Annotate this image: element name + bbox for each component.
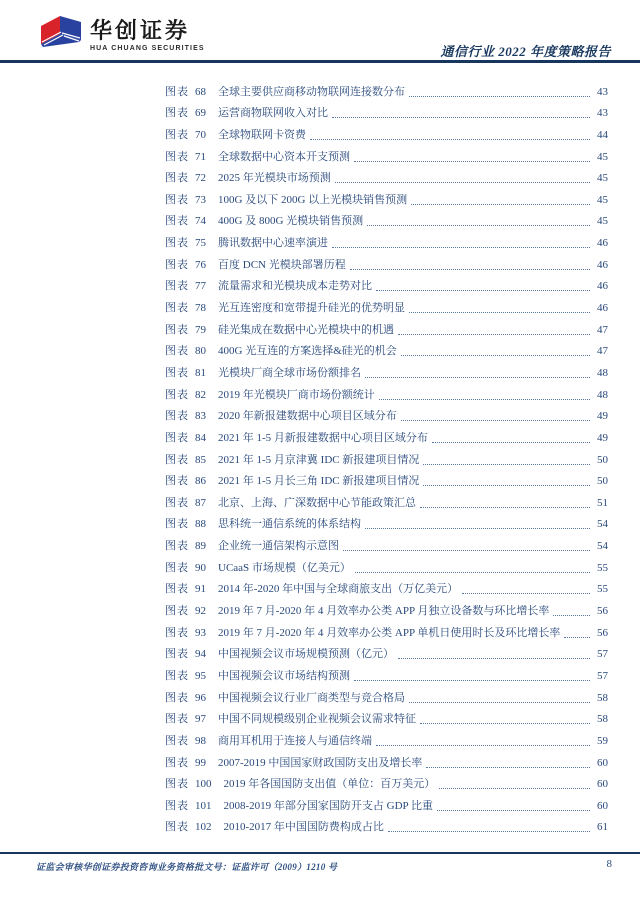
figure-page-number: 46 [597,302,608,315]
figure-label-prefix: 图表 [165,518,189,531]
figure-label-prefix: 图表 [165,496,189,509]
figure-page-number: 48 [597,388,608,401]
dot-leader [420,507,590,508]
figure-page-number: 54 [597,518,608,531]
toc-entry[interactable] [165,513,608,535]
toc-entry[interactable] [165,686,608,708]
figure-label-prefix: 图表 [165,85,189,98]
dot-leader [553,615,590,616]
figure-title: 2020 年新报建数据中心项目区域分布 [218,410,397,423]
figure-number: 96 [195,691,206,704]
figure-title: 400G 及 800G 光模块销售预测 [218,215,364,228]
toc-entry[interactable] [165,426,608,448]
toc-entry[interactable] [165,664,608,686]
figure-number: 81 [195,366,206,379]
figure-label-prefix: 图表 [165,323,189,336]
toc-entry[interactable] [165,470,608,492]
dot-leader [420,723,590,724]
figure-label-prefix: 图表 [165,215,189,228]
dot-leader [310,139,590,140]
figure-number: 90 [195,561,206,574]
dot-leader [398,334,590,335]
figure-page-number: 44 [597,128,608,141]
dot-leader [332,117,590,118]
toc-entry[interactable] [165,773,608,795]
dot-leader [411,204,590,205]
figure-page-number: 55 [597,583,608,596]
figure-page-number: 45 [597,193,608,206]
figure-label-prefix: 图表 [165,107,189,120]
dot-leader [423,464,590,465]
figure-number: 82 [195,388,206,401]
figure-label-prefix: 图表 [165,431,189,444]
figure-page-number: 48 [597,366,608,379]
dot-leader [367,225,590,226]
dot-leader [564,637,590,638]
figure-page-number: 46 [597,237,608,250]
figure-label-prefix: 图表 [165,475,189,488]
figure-title: 商用耳机用于连接人与通信终端 [218,734,372,747]
figure-title: 全球数据中心资本开支预测 [218,150,350,163]
figure-number: 68 [195,85,206,98]
figure-number: 73 [195,193,206,206]
figure-number: 95 [195,669,206,682]
figure-page-number: 56 [597,605,608,618]
figure-number: 98 [195,734,206,747]
figure-title: 百度 DCN 光模块部署历程 [218,258,346,271]
toc-entry[interactable] [165,188,608,210]
figure-number: 89 [195,540,206,553]
figure-number: 88 [195,518,206,531]
figure-title: 2010-2017 年中国国防费构成占比 [223,821,384,834]
figure-label-prefix: 图表 [165,605,189,618]
figure-label-prefix: 图表 [165,778,189,791]
figure-number: 97 [195,713,206,726]
footer-license-text: 证监会审核华创证券投资咨询业务资格批文号：证监许可（2009）1210 号 [36,862,338,872]
figure-label-prefix: 图表 [165,302,189,315]
figure-page-number: 50 [597,453,608,466]
figure-title: 2019 年 7 月-2020 年 4 月效率办公类 APP 单机日使用时长及环比增长率 [218,626,561,639]
figure-number: 100 [195,778,212,791]
figure-title: 2014 年-2020 年中国与全球商旅支出（万亿美元） [218,583,459,596]
figure-number: 76 [195,258,206,271]
figure-number: 69 [195,107,206,120]
figure-label-prefix: 图表 [165,669,189,682]
figure-page-number: 45 [597,215,608,228]
figure-page-number: 60 [597,756,608,769]
figure-title: 2019 年 7 月-2020 年 4 月效率办公类 APP 月独立设备数与环比增长率 [218,605,550,618]
dot-leader [401,355,590,356]
figure-title: 100G 及以下 200G 以上光模块销售预测 [218,193,408,206]
figure-number: 94 [195,648,206,661]
figure-number: 86 [195,475,206,488]
toc-entry[interactable] [165,816,608,838]
dot-leader [401,420,590,421]
figure-page-number: 47 [597,323,608,336]
figure-page-number: 55 [597,561,608,574]
figure-page-number: 49 [597,410,608,423]
dot-leader [376,745,590,746]
figure-title: 2008-2019 年部分国家国防开支占 GDP 比重 [223,799,434,812]
toc-entry[interactable] [165,275,608,297]
toc-entry[interactable] [165,708,608,730]
toc-entry[interactable] [165,729,608,751]
dot-leader [462,593,590,594]
dot-leader [439,788,590,789]
figure-page-number: 58 [597,713,608,726]
figure-title: 全球物联网卡资费 [218,128,306,141]
figure-title: 光互连密度和宽带提升硅光的优势明显 [218,302,405,315]
figure-page-number: 60 [597,799,608,812]
toc-entry[interactable] [165,643,608,665]
toc-entry[interactable] [165,102,608,124]
toc-entry[interactable] [165,123,608,145]
figure-page-number: 57 [597,669,608,682]
figure-number: 77 [195,280,206,293]
brand-name-en: HUA CHUANG SECURITIES [90,45,205,52]
figure-label-prefix: 图表 [165,410,189,423]
dot-leader [332,247,590,248]
figure-title: 运营商物联网收入对比 [218,107,328,120]
dot-leader [423,485,590,486]
toc-entry[interactable] [165,405,608,427]
dot-leader [343,550,590,551]
figure-label-prefix: 图表 [165,345,189,358]
figure-title: 北京、上海、广深数据中心节能政策汇总 [218,496,416,509]
figure-label-prefix: 图表 [165,540,189,553]
dot-leader [432,442,590,443]
figure-title: 腾讯数据中心速率演进 [218,237,328,250]
figure-label-prefix: 图表 [165,713,189,726]
figure-label-prefix: 图表 [165,237,189,250]
dot-leader [350,269,590,270]
dot-leader [365,528,590,529]
dot-leader [335,182,590,183]
figure-number: 84 [195,431,206,444]
figure-title: 中国视频会议行业厂商类型与竞合格局 [218,691,405,704]
figure-label-prefix: 图表 [165,193,189,206]
figure-number: 87 [195,496,206,509]
figure-page-number: 46 [597,258,608,271]
figure-page-number: 60 [597,778,608,791]
dot-leader [409,702,590,703]
figure-title: 光模块厂商全球市场份额排名 [218,366,361,379]
figure-page-number: 54 [597,540,608,553]
header-divider [0,60,640,63]
figure-label-prefix: 图表 [165,626,189,639]
toc-list [165,80,608,837]
figure-number: 70 [195,128,206,141]
figure-title: 2025 年光模块市场预测 [218,172,331,185]
toc-entry[interactable] [165,340,608,362]
figure-label-prefix: 图表 [165,258,189,271]
huachuang-logo-icon [37,13,85,55]
toc-entry[interactable] [165,318,608,340]
toc-entry[interactable] [165,210,608,232]
figure-number: 75 [195,237,206,250]
toc-entry[interactable] [165,253,608,275]
figure-label-prefix: 图表 [165,756,189,769]
dot-leader [437,810,590,811]
figure-title: 流量需求和光模块成本走势对比 [218,280,372,293]
figure-title: 企业统一通信架构示意图 [218,540,339,553]
figure-label-prefix: 图表 [165,734,189,747]
figure-title: 思科统一通信系统的体系结构 [218,518,361,531]
brand-name-cn: 华创证券 [90,18,191,43]
figure-title: 中国不同规模级别企业视频会议需求特征 [218,713,416,726]
figure-page-number: 45 [597,150,608,163]
toc-entry[interactable] [165,578,608,600]
figure-title: 2007-2019 中国国家财政国防支出及增长率 [218,756,423,769]
figure-title: 2021 年 1-5 月长三角 IDC 新报建项目情况 [218,475,420,488]
figure-number: 101 [195,799,212,812]
dot-leader [355,572,590,573]
toc-entry[interactable] [165,361,608,383]
figure-label-prefix: 图表 [165,583,189,596]
figure-label-prefix: 图表 [165,366,189,379]
figure-title: UCaaS 市场规模（亿美元） [218,561,351,574]
figure-title: 全球主要供应商移动物联网连接数分布 [218,85,405,98]
figure-page-number: 46 [597,280,608,293]
figure-label-prefix: 图表 [165,561,189,574]
figure-page-number: 45 [597,172,608,185]
toc-entry[interactable] [165,80,608,102]
figure-number: 78 [195,302,206,315]
dot-leader [398,658,590,659]
dot-leader [376,290,590,291]
figure-label-prefix: 图表 [165,388,189,401]
figure-title: 2019 年光模块厂商市场份额统计 [218,388,375,401]
toc-entry[interactable] [165,296,608,318]
toc-entry[interactable] [165,145,608,167]
dot-leader [409,96,590,97]
figure-number: 99 [195,756,206,769]
dot-leader [365,377,590,378]
figure-number: 91 [195,583,206,596]
figure-title: 2021 年 1-5 月新报建数据中心项目区域分布 [218,431,428,444]
dot-leader [354,161,590,162]
figure-page-number: 43 [597,85,608,98]
toc-entry[interactable] [165,534,608,556]
figure-page-number: 51 [597,496,608,509]
figure-page-number: 49 [597,431,608,444]
figure-number: 92 [195,605,206,618]
dot-leader [409,312,590,313]
figure-number: 74 [195,215,206,228]
figure-number: 79 [195,323,206,336]
toc-entry[interactable] [165,491,608,513]
figure-page-number: 58 [597,691,608,704]
figure-label-prefix: 图表 [165,172,189,185]
figure-page-number: 56 [597,626,608,639]
dot-leader [354,680,590,681]
brand-header [37,13,205,55]
page-number: 8 [606,858,612,870]
figure-page-number: 61 [597,821,608,834]
footer-divider [0,852,640,854]
figure-page-number: 47 [597,345,608,358]
figure-title: 中国视频会议市场规模预测（亿元） [218,648,394,661]
dot-leader [426,767,590,768]
toc-entry[interactable] [165,751,608,773]
toc-entry[interactable] [165,599,608,621]
figure-label-prefix: 图表 [165,150,189,163]
figure-page-number: 50 [597,475,608,488]
figure-label-prefix: 图表 [165,799,189,812]
toc-entry[interactable] [165,556,608,578]
toc-entry[interactable] [165,794,608,816]
toc-entry[interactable] [165,448,608,470]
toc-entry[interactable] [165,231,608,253]
figure-title: 中国视频会议市场结构预测 [218,669,350,682]
report-title: 通信行业 2022 年度策略报告 [440,44,611,59]
figure-label-prefix: 图表 [165,128,189,141]
figure-page-number: 59 [597,734,608,747]
figure-title: 硅光集成在数据中心光模块中的机遇 [218,323,394,336]
figure-page-number: 57 [597,648,608,661]
figure-number: 80 [195,345,206,358]
figure-title: 2019 年各国国防支出值（单位：百万美元） [223,778,436,791]
figure-number: 83 [195,410,206,423]
figure-title: 2021 年 1-5 月京津冀 IDC 新报建项目情况 [218,453,420,466]
toc-entry[interactable] [165,621,608,643]
figure-label-prefix: 图表 [165,453,189,466]
figure-label-prefix: 图表 [165,280,189,293]
dot-leader [388,831,590,832]
figure-number: 85 [195,453,206,466]
figure-label-prefix: 图表 [165,648,189,661]
figure-label-prefix: 图表 [165,691,189,704]
figure-number: 72 [195,172,206,185]
figure-page-number: 43 [597,107,608,120]
dot-leader [379,399,590,400]
figure-label-prefix: 图表 [165,821,189,834]
toc-entry[interactable] [165,167,608,189]
figure-number: 93 [195,626,206,639]
figure-number: 71 [195,150,206,163]
toc-entry[interactable] [165,383,608,405]
figure-title: 400G 光互连的方案选择&硅光的机会 [218,345,397,358]
figure-number: 102 [195,821,212,834]
